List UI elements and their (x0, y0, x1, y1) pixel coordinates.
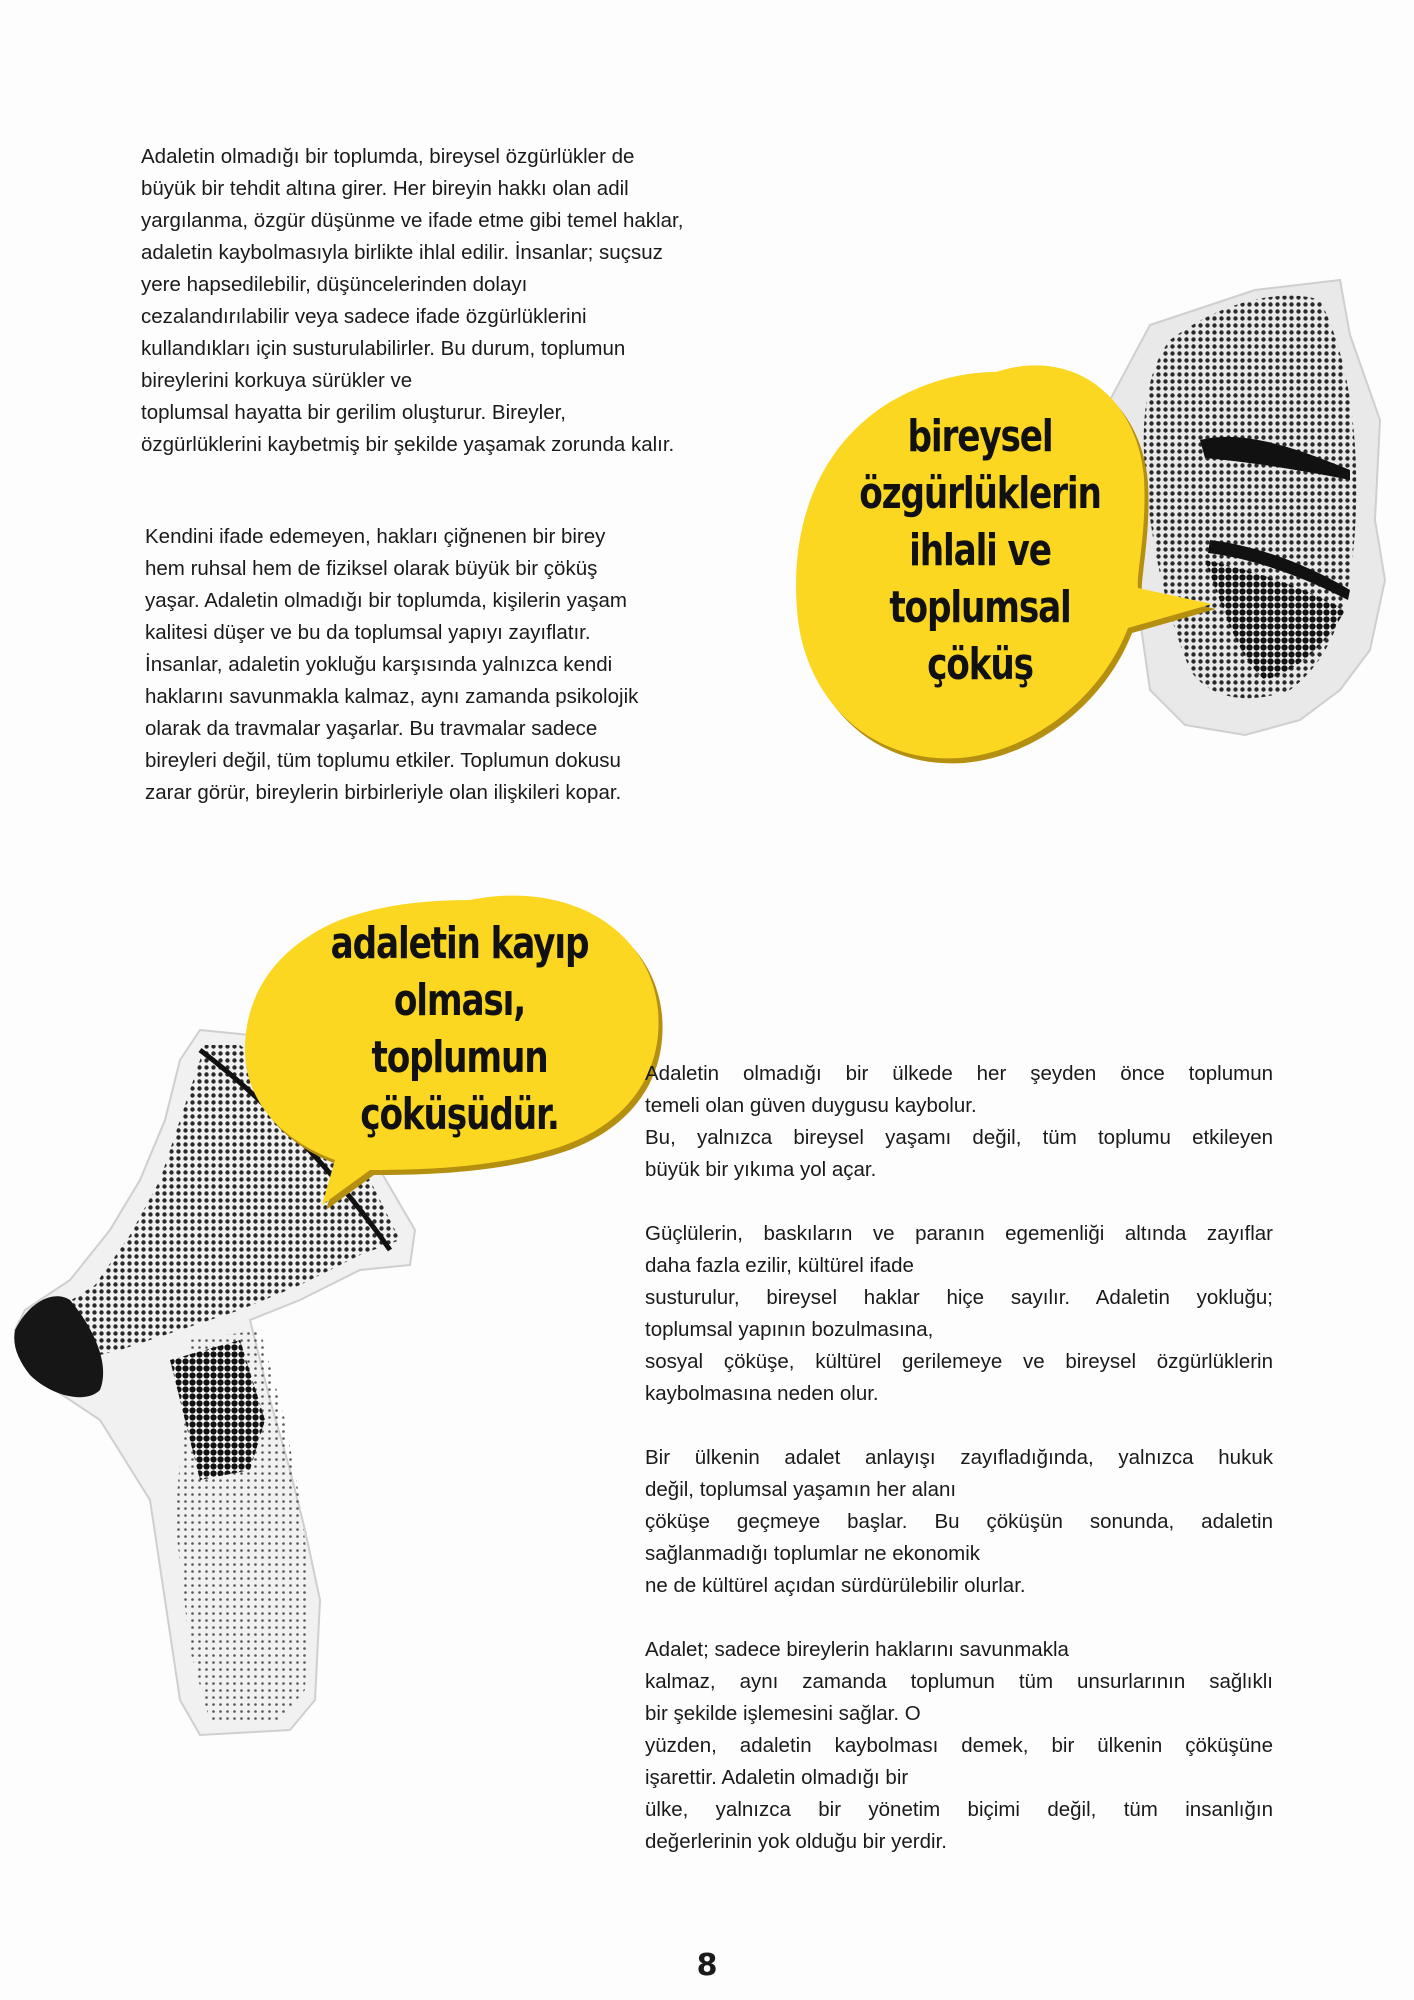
bubble-left-heading: adaletin kayıp olması, toplumun çöküşüdür. (330, 918, 589, 1140)
mouth-halftone-image (1108, 280, 1385, 735)
right-paragraph-3: Bir ülkenin adalet anlayışı zayıfladığında, yalnızca hukuk değil, toplumsal yaşamın her alanı çöküşe geçmeye başlar. Bu çöküşün sonunda, adaletin sağlanmadığı toplumlar ne ekonomik ne de kültürel açıdan sürdürülebilir olurlar. (645, 1446, 1273, 1597)
second-paragraph: Kendini ifade edemeyen, hakları çiğnenen bir birey hem ruhsal hem de fiziksel olarak büyük bir çöküş yaşar. Adaletin olmadığı bir toplumda, kişilerin yaşam kalitesi düşer ve bu da toplumsal yapıyı zayıflatır. İnsanlar, adaletin yokluğu karşısında yalnızca kendi haklarını savunmakla kalmaz, aynı zamanda psikolojik olarak da travmalar yaşarlar. Bu travmalar sadece bireyleri değil, tüm toplumu etkiler. Toplumun dokusu zarar görür, bireylerin birbirleriyle olan ilişkileri kopar. (145, 525, 639, 804)
right-column-text (645, 1058, 1273, 1890)
right-paragraph-4: Adalet; sadece bireylerin haklarını savunmakla kalmaz, aynı zamanda toplumun tüm unsurlarının sağlıklı bir şekilde işlemesini sağlar. O yüzden, adaletin kaybolması demek, bir ülkenin çöküşüne işarettir. Adaletin olmadığı bir ülke, yalnızca bir yönetim biçimi değil, tüm insanlığın değerlerinin yok olduğu bir yerdir. (645, 1638, 1273, 1853)
right-paragraph-2: Güçlülerin, baskıların ve paranın egemenliği altında zayıflar daha fazla ezilir, kültürel ifade susturulur, bireysel haklar hiçe sayılır. Adaletin yokluğu; toplumsal yapının bozulmasına, sosyal çöküşe, kültürel gerilemeye ve bireysel özgürlüklerin kaybolmasına neden olur. (645, 1222, 1273, 1405)
page-number: 8 (696, 1948, 718, 1983)
right-paragraph-1: Adaletin olmadığı bir ülkede her şeyden önce toplumun temeli olan güven duygusu kaybolur. Bu, yalnızca bireysel yaşamı değil, tüm toplumu etkileyen büyük bir yıkıma yol açar. (645, 1062, 1273, 1181)
intro-paragraph: Adaletin olmadığı bir toplumda, bireysel özgürlükler de büyük bir tehdit altına girer. Her bireyin hakkı olan adil yargılanma, özgür düşünme ve ifade etme gibi temel haklar, adaletin kaybolmasıyla birlikte ihlal edilir. İnsanlar; suçsuz yere hapsedilebilir, düşüncelerinden dolayı cezalandırılabilir veya sadece ifade özgürlüklerini kullandıkları için susturulabilirler. Bu durum, toplumun bireylerini korkuya sürükler ve toplumsal hayatta bir gerilim oluşturur. Bireyler, özgürlüklerini kaybetmiş bir şekilde yaşamak zorunda kalır. (141, 145, 684, 456)
bubble-top-heading: bireysel özgürlüklerin ihlali ve toplumsal çöküş (859, 411, 1101, 690)
